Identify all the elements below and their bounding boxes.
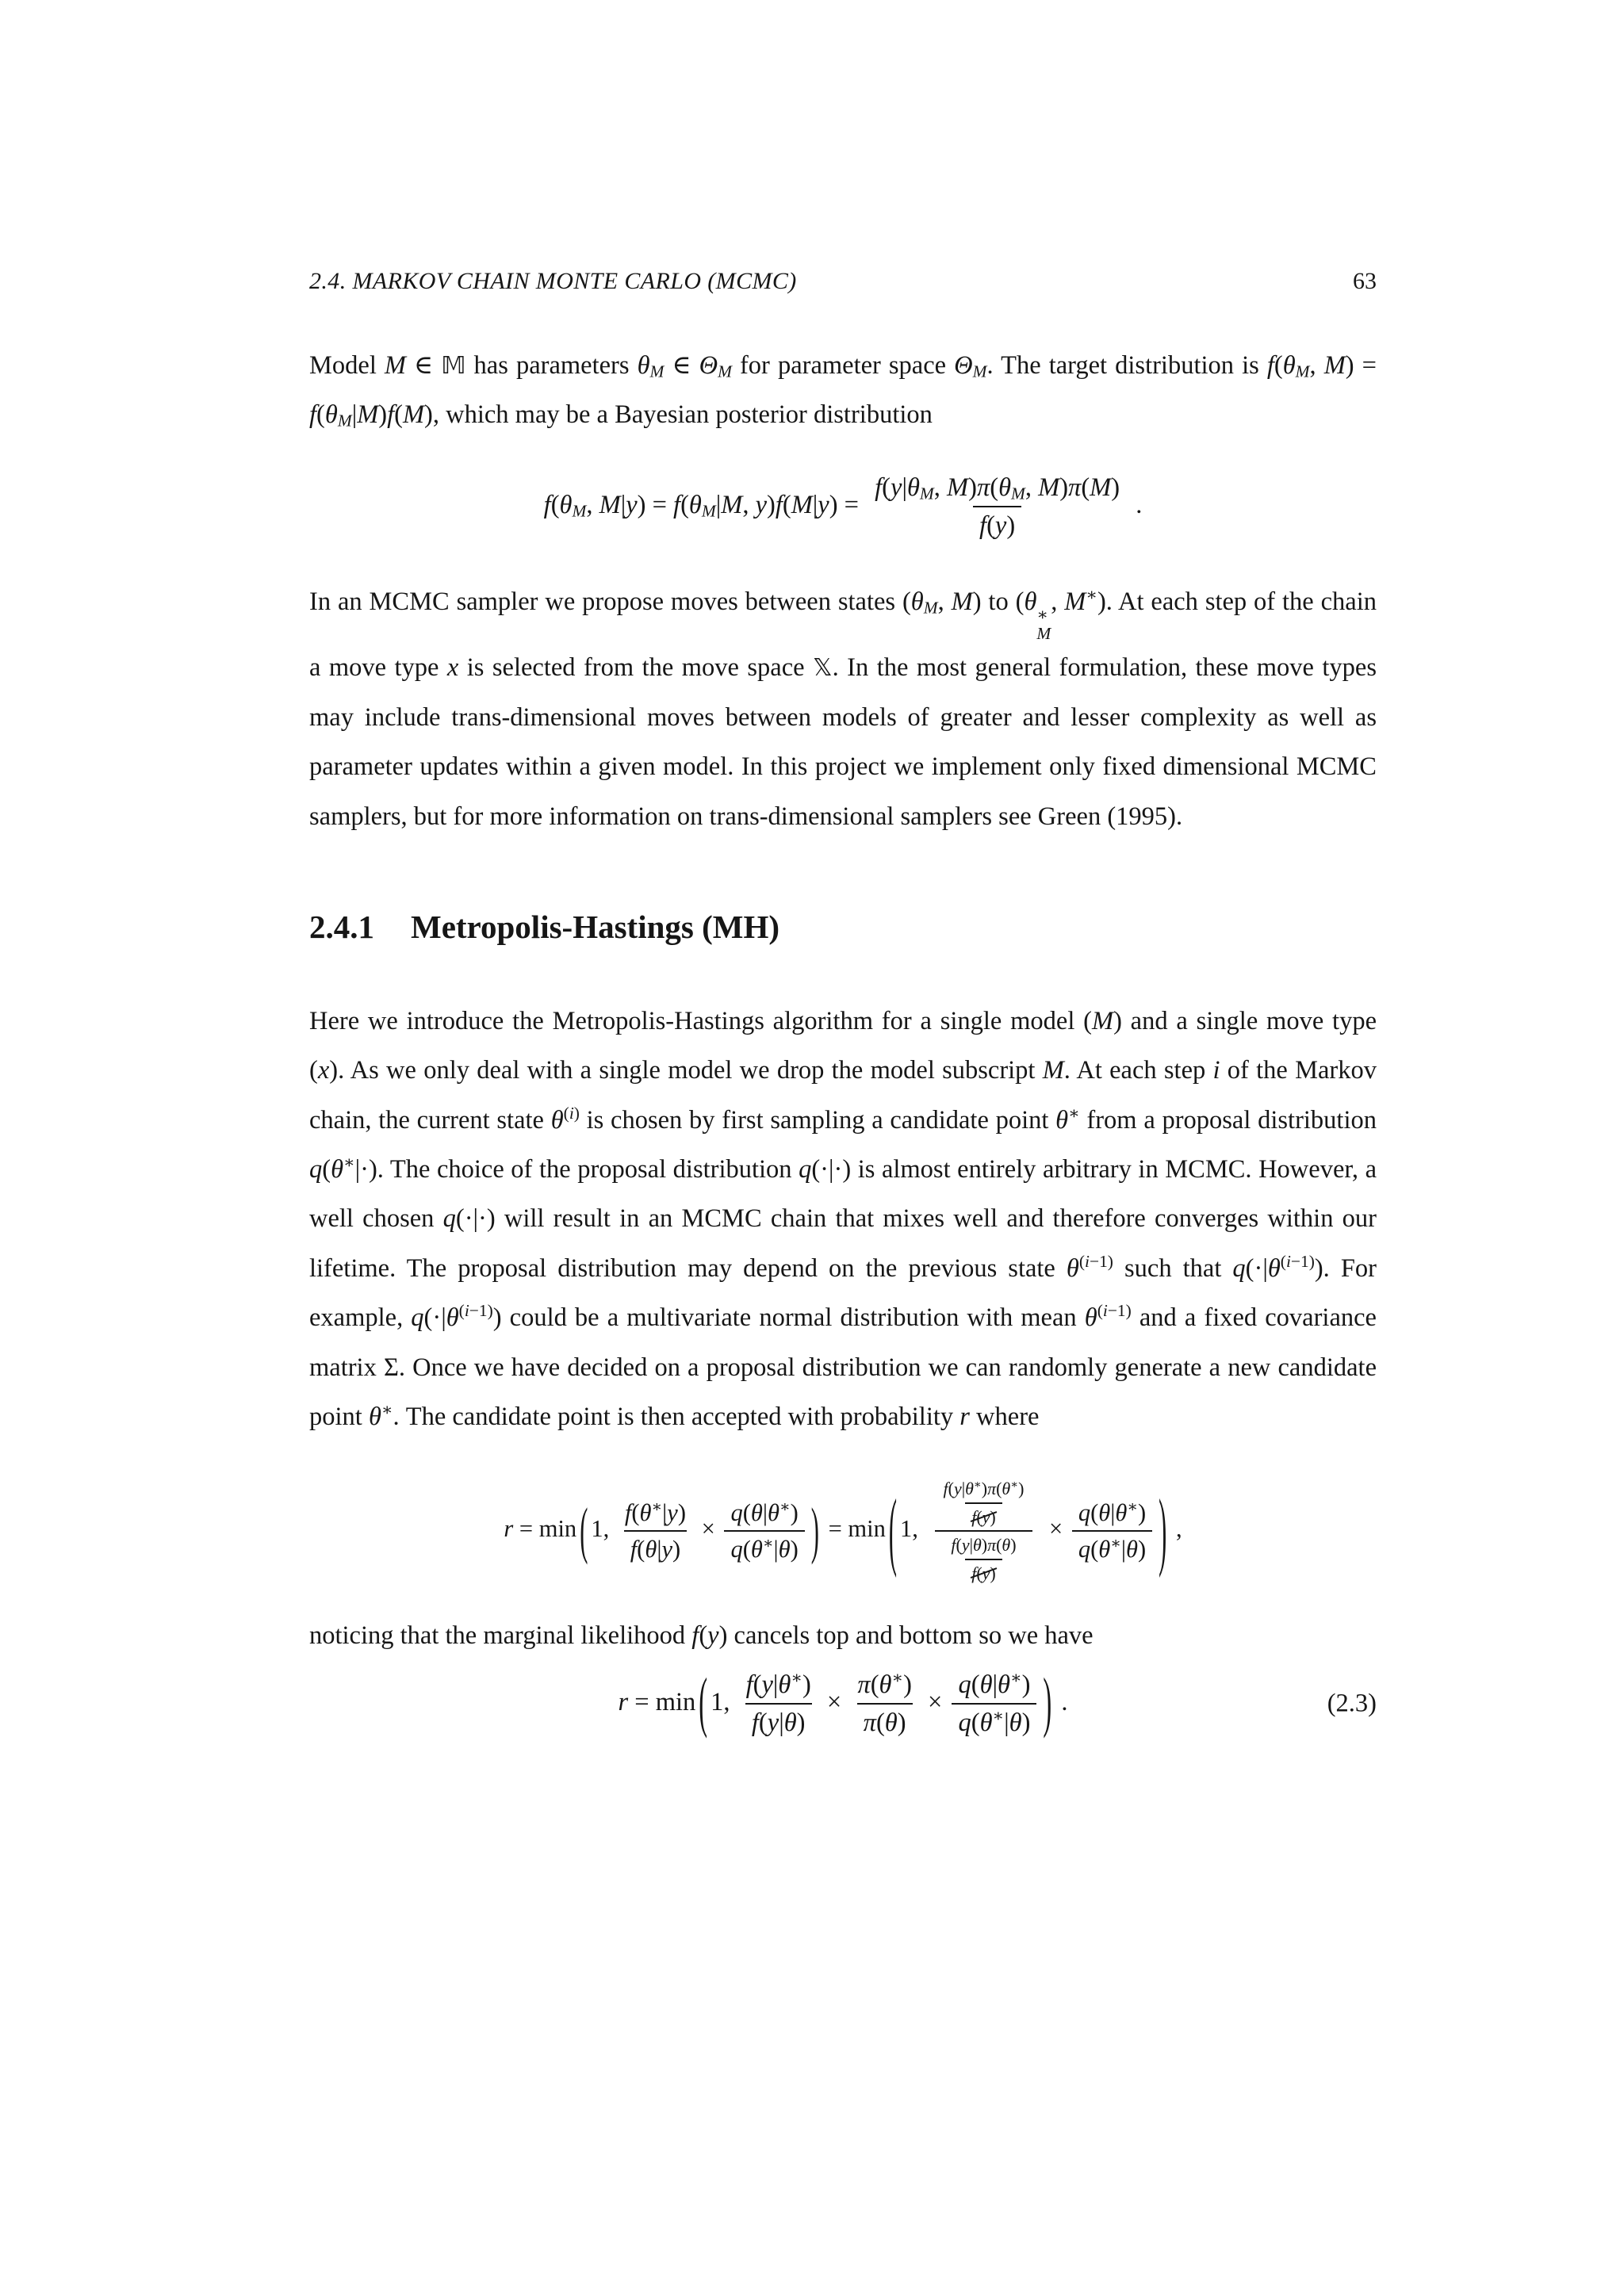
equation-acceptance-probability	[309, 1478, 1377, 1584]
equation-acceptance-body: r = min ( 1, $\frac{f(\theta^∗|y)}{f(\theta|y)}$ × $\frac{q(\theta|\theta^∗)}{q(\theta^∗|\theta)}$ ) = min ( 1, $\frac{\frac{f(y|\theta^∗)\pi(\theta^∗)}{f(y)}}{\frac{f(y|\theta)\pi(\theta)}{f(y)}}$ × $\frac{q(\theta|\theta^∗)}{q(\theta^∗|\theta)}$ ) ,	[504, 1479, 1182, 1583]
equation-2-3-body: r = min ( 1, $\frac{f(y|\theta^∗)}{f(y|\theta)}$ × $\frac{\pi(\theta^∗)}{\pi(\theta)}$ × $\frac{q(\theta|\theta^∗)}{q(\theta^∗|\theta)}$ ) .	[618, 1666, 1068, 1741]
content-column	[309, 268, 1377, 1739]
paragraph-mh-algorithm: Here we introduce the Metropolis-Hastings algorithm for a single model (M) and a single move type (x). As we only deal with a single model we drop the model subscript M. At each step i of the Markov chain, the current state $\theta^{(i)}$ is chosen by first sampling a candidate point θ∗ from a proposal distribution q(θ∗|·). The choice of the proposal distribution q(·|·) is almost entirely arbitrary in MCMC. However, a well chosen q(·|·) will result in an MCMC chain that mixes well and therefore converges within our lifetime. The proposal distribution may depend on the previous state $\theta^{(i-1)}$ such that $q(\cdot|\theta^{(i-1)})$. For example, $q(\cdot|\theta^{(i-1)})$ could be a multivariate normal distribution with mean $\theta^{(i-1)}$ and a fixed covariance matrix Σ. Once we have decided on a proposal distribution we can randomly generate a new candidate point θ∗. The candidate point is then accepted with probability r where	[309, 1006, 1377, 1432]
paragraph-model-intro: Model M ∈ 𝕄 has parameters θM ∈ ΘM for parameter space ΘM. The target distribution is f(θM, M) = f(θM|M)f(M), which may be a Bayesian posterior distribution	[309, 351, 1377, 430]
section-title: Metropolis-Hastings (MH)	[411, 908, 779, 945]
section-heading	[309, 908, 1377, 946]
equation-posterior-body: f(θM, M|y) = f(θM|M, y)f(M|y) = $\frac{f(y|\theta M, M)\pi(\theta M, M)\pi(M)}{f(y)}$ .	[544, 472, 1143, 542]
equation-number: (2.3)	[1327, 1689, 1377, 1718]
paragraph-mcmc-sampler: In an MCMC sampler we propose moves between states (θM, M) to (θ ∗ M , M∗). At each step of the chain a move type x is selected from the move space 𝕏. In the most general formulation, these move types may include trans-dimensional moves between models of greater and lesser complexity as well as parameter updates within a given model. In this project we implement only fixed dimensional MCMC samplers, but for more information on trans-dimensional samplers see Green (1995).	[309, 585, 1377, 831]
running-header	[309, 268, 1377, 295]
running-header-title: 2.4. MARKOV CHAIN MONTE CARLO (MCMC)	[309, 268, 797, 294]
page-number: 63	[1353, 268, 1377, 294]
paragraph-cancellation: noticing that the marginal likelihood f(y) cancels top and bottom so we have	[309, 1621, 1094, 1651]
section-number: 2.4.1	[309, 908, 374, 945]
equation-2-3	[309, 1666, 1377, 1741]
equation-posterior	[309, 472, 1377, 542]
